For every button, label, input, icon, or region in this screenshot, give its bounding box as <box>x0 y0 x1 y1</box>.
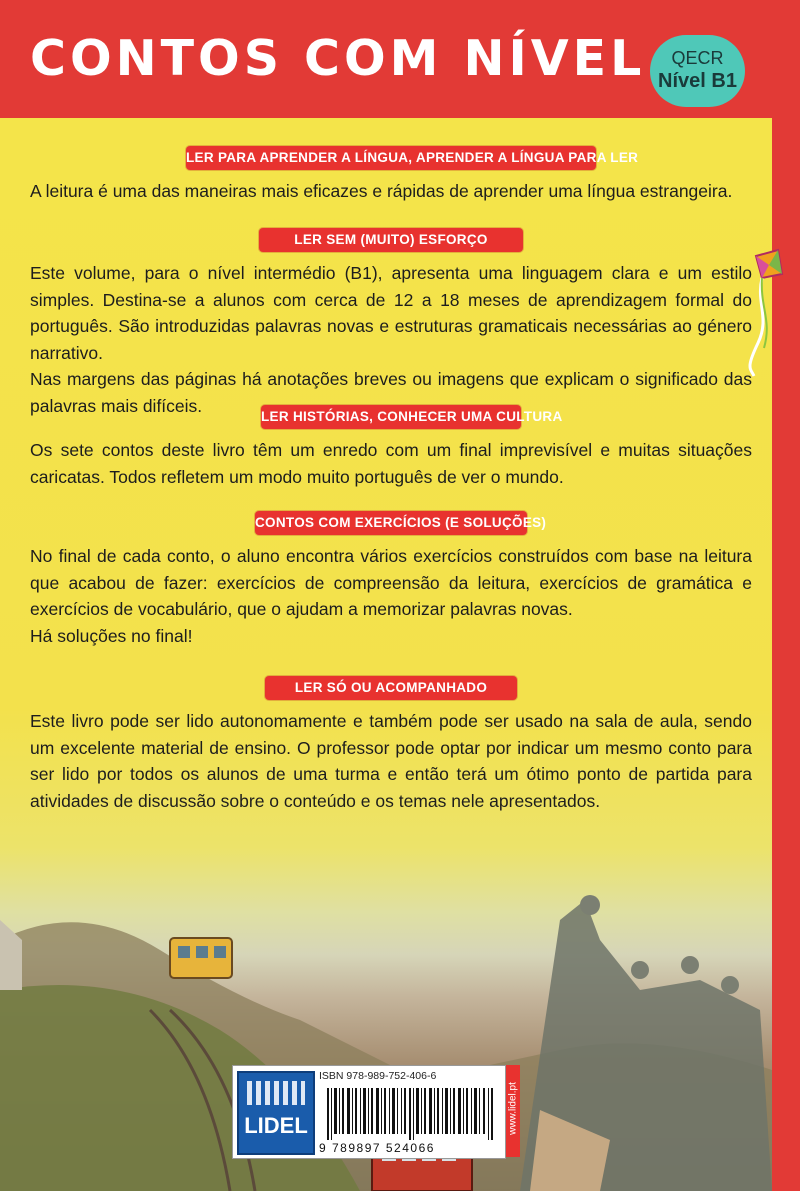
section-text: No final de cada conto, o aluno encontra vários exercícios construídos com base na leitura que acabou de fazer: exercícios de compreensão da leitura, exercícios de gramática e exercícios de vocabulário, que o ajudam a memorizar palavras novas. <box>30 546 752 619</box>
section-text: Este livro pode ser lido autonomamente e também pode ser usado na sala de aula, sendo um excelente material de ensino. O professor pode optar por indicar um mesmo conto para ser lido por todos os alunos de uma turma e então terá um ótimo ponto de partida para atividades de discussão sobre o conteúdo e os temas nele apresentados. <box>30 711 752 811</box>
website-text: www.lidel.pt <box>507 1082 519 1135</box>
badge-qecr: QECR <box>671 48 724 68</box>
barcode-number: 9 789897 524066 <box>319 1141 435 1155</box>
section-heading: CONTOS COM EXERCÍCIOS (E SOLUÇÕES) <box>255 511 527 535</box>
barcode-icon <box>327 1088 497 1140</box>
section-text: Este volume, para o nível intermédio (B1), apresenta uma linguagem clara e um estilo simples. Destina-se a alunos com cerca de 12 a 18 meses de aprendizagem formal do português. São introduzidas palavras novas e estruturas gramaticais necessárias ao género narrativo. <box>30 263 752 363</box>
publisher-logo <box>237 1071 315 1155</box>
barcode-panel <box>232 1065 506 1159</box>
isbn-text: ISBN 978-989-752-406-6 <box>319 1070 437 1082</box>
page-title: CONTOS COM NÍVEL <box>30 30 646 87</box>
section-5 <box>30 676 752 814</box>
section-3 <box>30 405 752 490</box>
section-2 <box>30 228 752 419</box>
section-heading: LER SÓ OU ACOMPANHADO <box>265 676 517 700</box>
badge-level: Nível B1 <box>658 70 737 92</box>
section-text-2: Há soluções no final! <box>30 625 193 646</box>
website-strip <box>506 1065 520 1157</box>
section-heading: LER PARA APRENDER A LÍNGUA, APRENDER A LÍNGUA PARA LER <box>186 146 596 170</box>
section-4 <box>30 511 752 649</box>
section-text: Os sete contos deste livro têm um enredo com um final imprevisível e muitas situações caricatas. Todos refletem um modo muito português de ver o mundo. <box>30 440 752 487</box>
level-badge <box>650 35 745 107</box>
section-heading: LER SEM (MUITO) ESFORÇO <box>259 228 523 252</box>
publisher-logo-text: LIDEL <box>244 1113 308 1138</box>
section-heading: LER HISTÓRIAS, CONHECER UMA CULTURA <box>261 405 521 429</box>
section-text: A leitura é uma das maneiras mais eficazes e rápidas de aprender uma língua estrangeira. <box>30 181 733 201</box>
section-text-2: Nas margens das páginas há anotações breves ou imagens que explicam o significado das palavras mais difíceis. <box>30 369 752 416</box>
section-1 <box>30 146 752 205</box>
